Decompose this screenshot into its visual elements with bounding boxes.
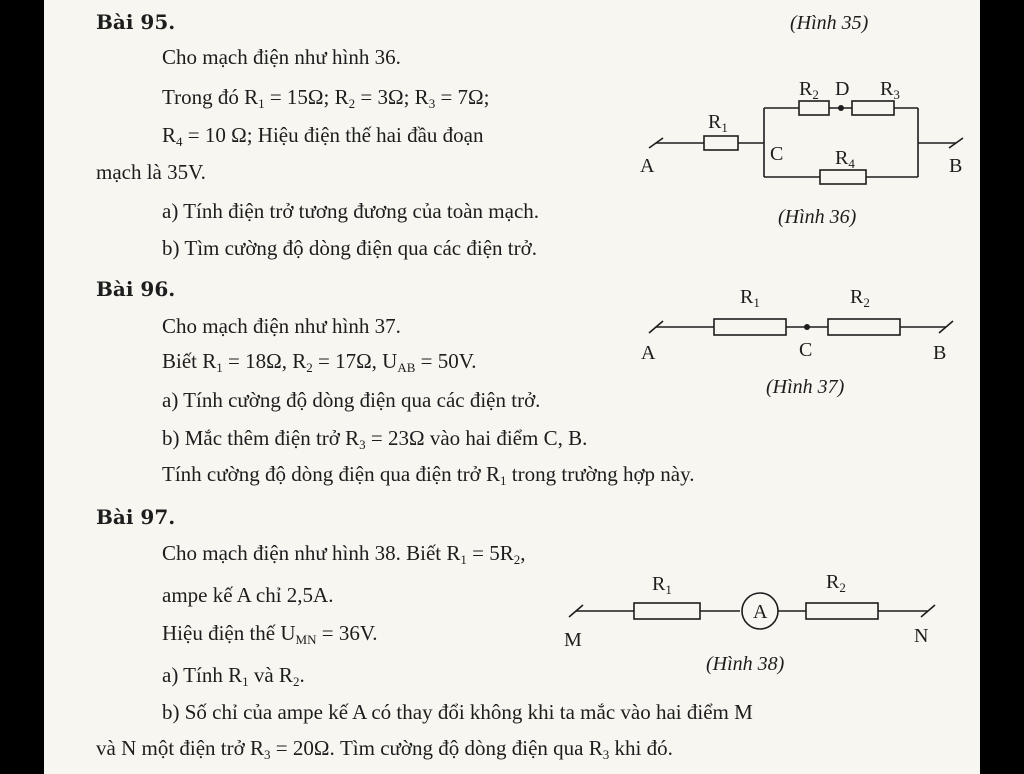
label-a: A <box>641 342 656 364</box>
textbook-page <box>44 0 980 774</box>
node-c-dot <box>804 324 810 330</box>
resistor-r1 <box>704 136 738 150</box>
label-b: B <box>933 342 947 364</box>
exercise-96-title: Bài 96. <box>96 277 176 301</box>
label-r4: $R_4$ <box>835 147 855 171</box>
exercise-95-line-3: $R_4 = 10$ Ω; Hiệu điện thế hai đầu đoạn <box>162 123 484 149</box>
label-r2: $R_2$ <box>850 286 870 310</box>
label-c: C <box>799 339 813 361</box>
label-m: M <box>564 629 582 651</box>
exercise-97-question-b: b) Số chỉ của ampe kế A có thay đổi không khi ta mắc vào hai điểm M <box>162 700 753 724</box>
resistor-r1 <box>714 319 786 335</box>
exercise-95-title: Bài 95. <box>96 10 176 34</box>
figure-37-caption: (Hình 37) <box>766 376 845 398</box>
label-r3: $R_3$ <box>880 78 900 102</box>
exercise-95-line-1: Cho mạch điện như hình 36. <box>162 45 401 69</box>
resistor-r2 <box>806 603 878 619</box>
exercise-95-question-a: a) Tính điện trở tương đương của toàn mạch. <box>162 199 540 223</box>
exercise-96-question-a: a) Tính cường độ dòng điện qua các điện trở. <box>162 388 541 412</box>
label-r2: $R_2$ <box>799 78 819 102</box>
resistor-r1 <box>634 603 700 619</box>
label-n: N <box>914 625 929 647</box>
node-d-dot <box>838 105 844 111</box>
exercise-95-line-4: mạch là 35V. <box>96 160 206 184</box>
label-r1: $R_1$ <box>652 573 672 597</box>
resistor-r3 <box>852 101 894 115</box>
figure-35-caption: (Hình 35) <box>790 12 869 34</box>
figure-38-circuit <box>569 593 935 629</box>
label-d: D <box>835 78 850 100</box>
exercise-96-line-2: Biết $R_1 = 18\Omega$, $R_2 = 17\Omega$, $U_{AB} = 50V$. <box>162 349 477 375</box>
exercise-97-title: Bài 97. <box>96 505 176 529</box>
label-b: B <box>949 155 963 177</box>
figure-36-circuit <box>649 101 963 184</box>
resistor-r2 <box>828 319 900 335</box>
label-r2: $R_2$ <box>826 571 846 595</box>
exercise-96-line-5: Tính cường độ dòng điện qua điện trở $R_1$ trong trường hợp này. <box>162 462 695 488</box>
ammeter-label: A <box>753 601 768 623</box>
figure-38-caption: (Hình 38) <box>706 653 785 675</box>
circuit-figures <box>44 0 980 774</box>
label-r1: $R_1$ <box>740 286 760 310</box>
label-c: C <box>770 143 784 165</box>
figure-37-circuit <box>649 319 953 335</box>
resistor-r4 <box>820 170 866 184</box>
exercise-97-line-6: và N một điện trở $R_3 = 20\Omega$. Tìm cường độ dòng điện qua $R_3$ khi đó. <box>96 736 673 762</box>
resistor-r2 <box>799 101 829 115</box>
exercise-97-line-1: Cho mạch điện như hình 38. Biết $R_1 = 5R_2$, <box>162 541 526 567</box>
exercise-96-line-1: Cho mạch điện như hình 37. <box>162 314 401 338</box>
exercise-97-line-2: ampe kế A chỉ 2,5A. <box>162 583 334 607</box>
exercise-95-line-2: Trong đó $R_1 = 15\Omega$; $R_2 = 3\Omega$; $R_3 = 7\Omega$; <box>162 85 490 111</box>
label-a: A <box>640 155 655 177</box>
exercise-96-question-b: b) Mắc thêm điện trở $R_3 = 23\Omega$ vào hai điểm C, B. <box>162 426 588 452</box>
exercise-97-line-3: Hiệu điện thế $U_{MN} = 36V$. <box>162 621 378 647</box>
exercise-95-question-b: b) Tìm cường độ dòng điện qua các điện trở. <box>162 236 537 260</box>
label-r1: $R_1$ <box>708 111 728 135</box>
exercise-97-question-a: a) Tính $R_1$ và $R_2$. <box>162 663 305 689</box>
figure-36-caption: (Hình 36) <box>778 206 857 228</box>
